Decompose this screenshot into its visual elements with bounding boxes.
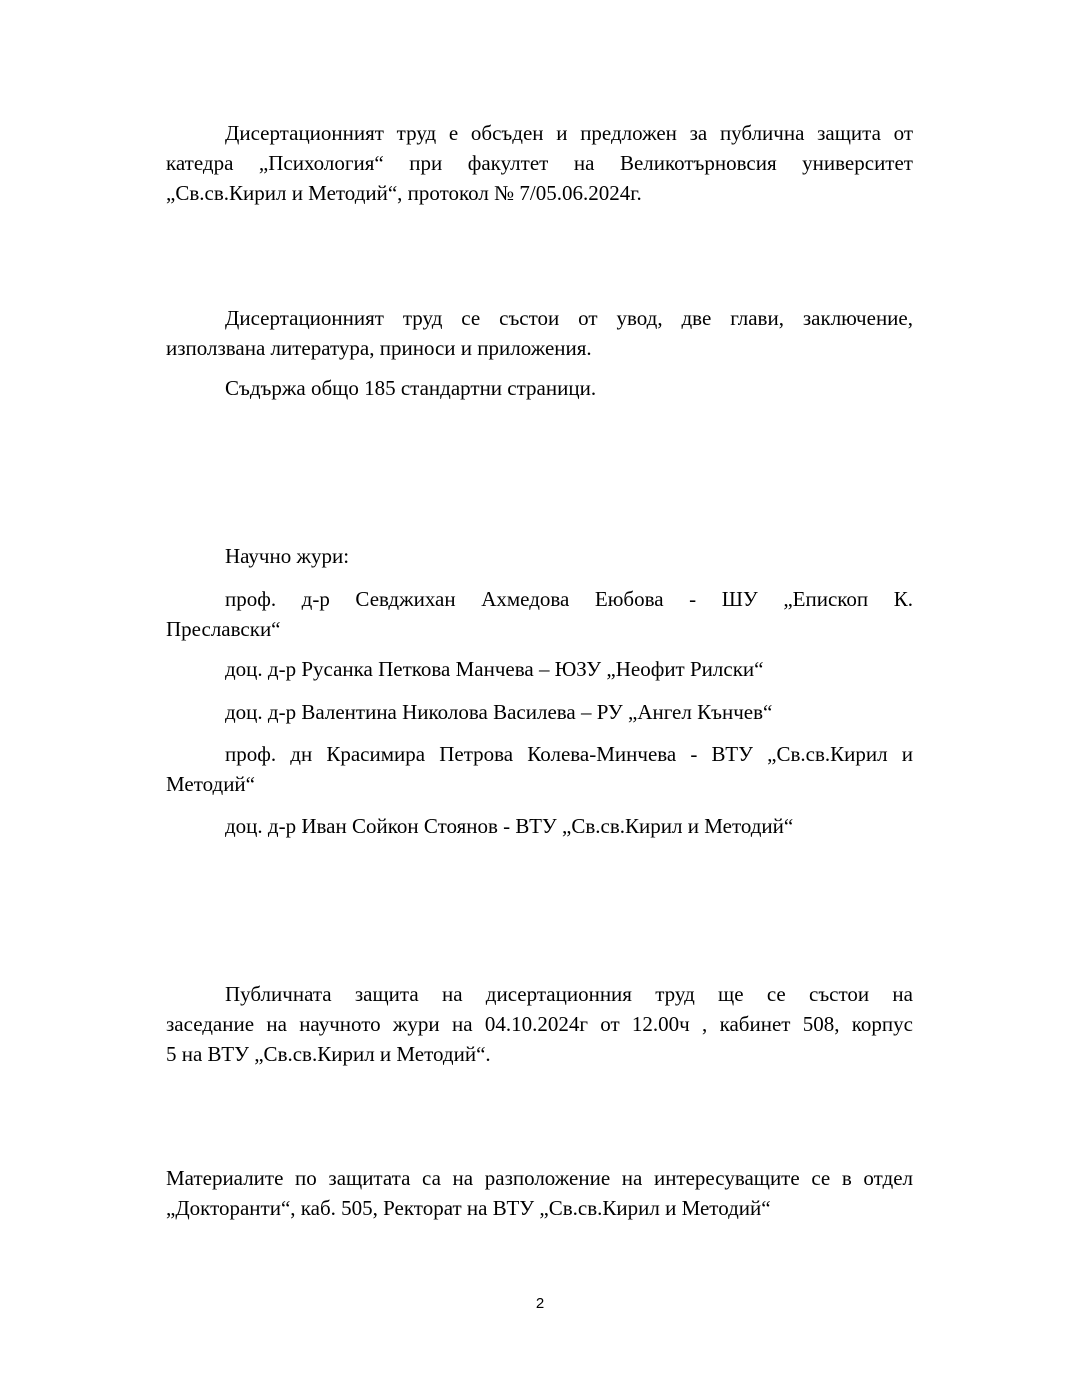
pages-count-text: Съдържа общо 185 стандартни страници.: [225, 376, 597, 400]
approval-line-3: „Св.св.Кирил и Методий“, протокол № 7/05.06.2024г.: [166, 181, 642, 205]
jury-member-4-line-2: Методий“: [166, 772, 255, 796]
jury-member-1: [166, 584, 913, 644]
materials-line-1: Материалите по защитата са на разположение на интересуващите се в отдел: [166, 1166, 913, 1190]
approval-line-2: катедра „Психология“ при факултет на Великотърновсия университет: [166, 151, 913, 175]
jury-member-3-line-1: доц. д-р Валентина Николова Василева – РУ „Ангел Кънчев“: [225, 700, 773, 724]
jury-member-2-line-1: доц. д-р Русанка Петкова Манчева – ЮЗУ „Неофит Рилски“: [225, 657, 764, 681]
defense-paragraph: [166, 979, 913, 1069]
materials-line-2: „Докторанти“, каб. 505, Ректорат на ВТУ „Св.св.Кирил и Методий“: [166, 1196, 771, 1220]
jury-heading: [166, 541, 913, 571]
approval-paragraph: [166, 118, 913, 208]
jury-member-5: [166, 811, 913, 841]
structure-line-2: използвана литература, приноси и приложения.: [166, 336, 592, 360]
jury-member-5-line-1: доц. д-р Иван Сойкон Стоянов - ВТУ „Св.св.Кирил и Методий“: [225, 814, 794, 838]
jury-member-1-line-1: проф. д-р Севджихан Ахмедова Еюбова - ШУ „Епископ К.: [225, 587, 913, 611]
jury-member-3: [166, 697, 913, 727]
materials-paragraph: [166, 1163, 913, 1223]
jury-member-1-line-2: Преславски“: [166, 617, 281, 641]
defense-line-2: заседание на научното жури на 04.10.2024г от 12.00ч , кабинет 508, корпус: [166, 1012, 913, 1036]
defense-line-1: Публичната защита на дисертационния труд ще се състои на: [225, 982, 913, 1006]
structure-paragraph: [166, 303, 913, 363]
jury-member-2: [166, 654, 913, 684]
page-number: 2: [535, 1295, 545, 1312]
jury-member-4: [166, 739, 913, 799]
pages-count-paragraph: [166, 373, 913, 403]
jury-heading-text: Научно жури:: [225, 544, 350, 568]
approval-line-1: Дисертационният труд е обсъден и предложен за публична защита от: [225, 121, 913, 145]
structure-line-1: Дисертационният труд се състои от увод, две глави, заключение,: [225, 306, 913, 330]
defense-line-3: 5 на ВТУ „Св.св.Кирил и Методий“.: [166, 1042, 491, 1066]
jury-member-4-line-1: проф. дн Красимира Петрова Колева-Минчева - ВТУ „Св.св.Кирил и: [225, 742, 913, 766]
